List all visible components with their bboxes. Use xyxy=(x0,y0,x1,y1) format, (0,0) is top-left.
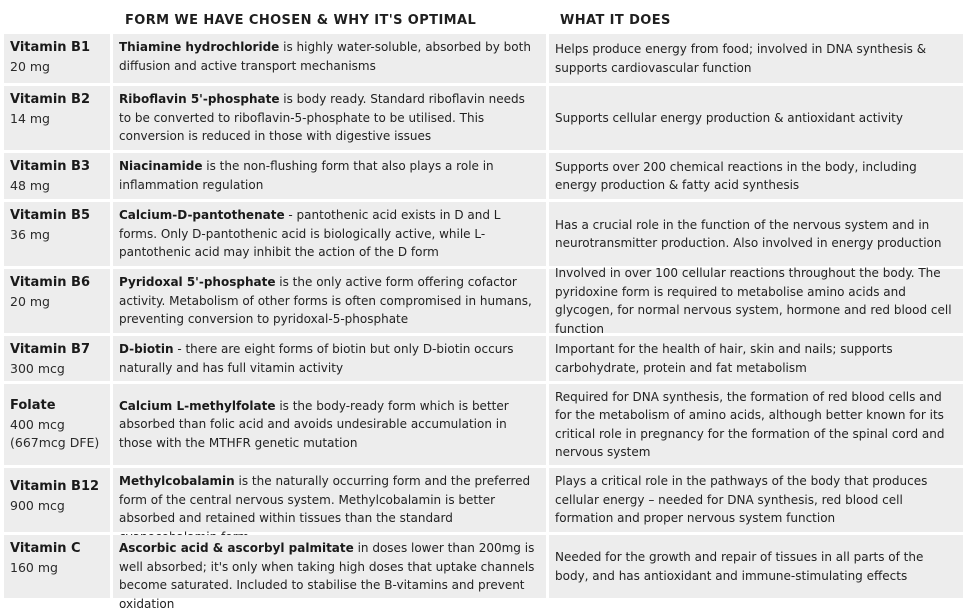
form-cell xyxy=(113,153,546,199)
nutrient-cell xyxy=(4,269,110,333)
header-form: FORM WE HAVE CHOSEN & WHY IT'S OPTIMAL xyxy=(125,13,477,28)
what-it-does-cell xyxy=(549,202,963,266)
form-name: Riboflavin 5'-phosphate xyxy=(119,92,280,106)
form-name: D-biotin xyxy=(119,342,174,356)
what-it-does-cell xyxy=(549,468,963,532)
what-it-does-cell xyxy=(549,153,963,199)
nutrient-dose: 300 mcg xyxy=(10,360,65,376)
what-it-does-text: Required for DNA synthesis, the formation of red blood cells and for the metabolism of amino acids, although better known for its critical role in pregnancy for the formation of the spinal cord and nervous system xyxy=(555,389,945,459)
what-it-does-cell xyxy=(549,86,963,150)
form-name: Methylcobalamin xyxy=(119,474,235,488)
what-it-does-text: Supports cellular energy production & antioxidant activity xyxy=(555,110,903,125)
nutrient-cell xyxy=(4,202,110,266)
what-it-does-cell xyxy=(549,384,963,465)
what-it-does-text: Has a crucial role in the function of the nervous system and in neurotransmitter production. Also involved in energy production xyxy=(555,217,942,250)
nutrient-cell xyxy=(4,34,110,83)
what-it-does-text: Needed for the growth and repair of tissues in all parts of the body, and has antioxidant and immune-stimulating effects xyxy=(555,550,924,583)
form-name: Ascorbic acid & ascorbyl palmitate xyxy=(119,541,354,555)
form-name: Calcium L-methylfolate xyxy=(119,398,276,413)
nutrient-cell xyxy=(4,153,110,199)
table-row xyxy=(4,535,966,611)
form-description: is body ready. Standard riboflavin needs to be converted to riboflavin-5-phosphate to be utilised. This conversion is reduced in those with digestive issues xyxy=(119,92,525,143)
table-row xyxy=(4,86,966,150)
what-it-does-text: Important for the health of hair, skin and nails; supports carbohydrate, protein and fat metabolism xyxy=(555,342,893,375)
what-it-does-text: Involved in over 100 cellular reactions throughout the body. The pyridoxine form is required to metabolise amino acids and glycogen, for normal nervous system, hormone and red blood cell function xyxy=(555,266,952,336)
nutrient-name: Vitamin B7 xyxy=(10,342,91,357)
what-it-does-cell xyxy=(549,535,963,598)
header-what-it-does: WHAT IT DOES xyxy=(560,13,671,28)
form-name: Pyridoxal 5'-phosphate xyxy=(119,275,276,289)
nutrient-dose: 20 mg xyxy=(10,293,50,309)
nutrient-cell xyxy=(4,384,110,465)
form-description: is the naturally occurring form and the preferred form of the central nervous system. Methylcobalamin is better absorbed and retained within tissues than the standard xyxy=(119,474,531,525)
form-cell xyxy=(113,384,546,465)
form-description: is the body-ready form which is better absorbed than folic acid and avoids undesirable accumulation in those with the MTHFR genetic mutation xyxy=(119,398,509,450)
form-description: in doses lower than 200mg is well absorbed; it's only when taking high doses that uptake channels become saturated. Included to stabilise the B-vitamins and prevent oxidation xyxy=(119,541,535,611)
table-row xyxy=(4,468,966,532)
form-description: - pantothenic acid exists in D and L forms. Only D-pantothenic acid is biologically active, while L-pantothenic acid may inhibit the action of the D form xyxy=(119,208,501,259)
nutrient-dose: 48 mg xyxy=(10,177,50,193)
nutrient-name: Vitamin B12 xyxy=(10,479,100,494)
form-description: is the non-flushing form that also plays a role in inflammation regulation xyxy=(119,159,494,192)
what-it-does-text: Plays a critical role in the pathways of the body that produces cellular energy – needed for DNA synthesis, red blood cell formation and proper nervous system function xyxy=(555,474,928,526)
nutrient-name: Vitamin B2 xyxy=(10,92,91,107)
nutrient-name: Vitamin B3 xyxy=(10,159,91,174)
form-name: Thiamine hydrochloride xyxy=(119,40,280,54)
table-row xyxy=(4,266,966,336)
form-name: Calcium-D-pantothenate xyxy=(119,208,285,222)
form-cell xyxy=(113,535,546,611)
nutrient-name: Vitamin B5 xyxy=(10,208,91,223)
form-cell xyxy=(113,34,546,83)
nutrient-name: Vitamin B1 xyxy=(10,40,91,55)
nutrient-cell xyxy=(4,468,110,532)
nutrient-dose-dfe: (667mcg DFE) xyxy=(10,435,100,451)
form-cell xyxy=(113,86,546,150)
nutrient-dose: 20 mg xyxy=(10,58,50,74)
form-cell xyxy=(113,269,546,333)
table-row xyxy=(4,336,966,381)
column-headers xyxy=(0,0,970,36)
nutrient-dose: 160 mg xyxy=(10,559,58,575)
what-it-does-cell xyxy=(549,266,963,336)
nutrient-cell xyxy=(4,535,110,598)
table-row xyxy=(4,384,966,465)
what-it-does-text: Helps produce energy from food; involved in DNA synthesis & supports cardiovascular function xyxy=(555,42,927,75)
what-it-does-cell xyxy=(549,336,963,381)
table-row xyxy=(4,153,966,199)
nutrient-dose: 14 mg xyxy=(10,110,50,126)
nutrient-cell xyxy=(4,336,110,381)
nutrient-cell xyxy=(4,86,110,150)
nutrient-name: Vitamin B6 xyxy=(10,275,91,290)
nutrient-name: Folate xyxy=(10,398,56,414)
nutrient-dose: 900 mcg xyxy=(10,497,65,513)
what-it-does-cell xyxy=(549,34,963,83)
nutrient-name: Vitamin C xyxy=(10,541,81,556)
table-row xyxy=(4,34,966,83)
form-description: is highly water-soluble, absorbed by both diffusion and active transport mechanisms xyxy=(119,40,531,73)
form-name: Niacinamide xyxy=(119,159,203,173)
form-cell xyxy=(113,202,546,266)
nutrient-dose: 36 mg xyxy=(10,226,50,242)
form-description: is the only active form offering cofactor activity. Metabolism of other forms is often compromised in humans, preventing conversion to pyridoxal-5-phosphate xyxy=(119,275,532,326)
what-it-does-text: Supports over 200 chemical reactions in the body, including energy production & fatty acid synthesis xyxy=(555,159,917,192)
form-cell xyxy=(113,336,546,381)
nutrient-dose: 400 mcg xyxy=(10,416,65,432)
form-cell xyxy=(113,468,546,532)
form-description: - there are eight forms of biotin but only D-biotin occurs naturally and has full vitamin activity xyxy=(119,342,514,375)
table-row xyxy=(4,202,966,266)
